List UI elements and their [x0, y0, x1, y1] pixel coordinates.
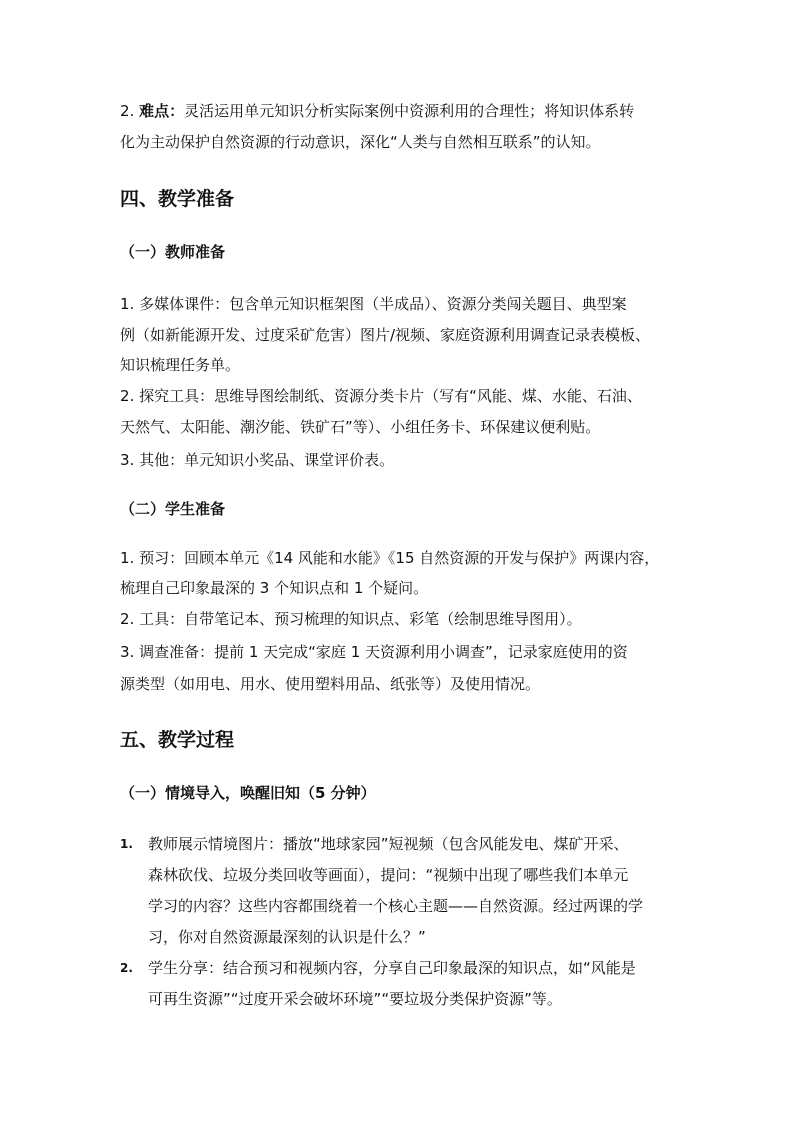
section-4-heading: 四、教学准备: [120, 188, 235, 210]
difficulty-line-2: 化为主动保护自然资源的行动意识，深化“人类与自然相互联系”的认知。: [120, 133, 601, 151]
difficulty-line-1: [120, 101, 634, 121]
student-prep-line: 源类型（如用电、用水、使用塑料用品、纸张等）及使用情况。: [120, 675, 541, 693]
section-5-heading: 五、教学过程: [120, 729, 235, 751]
teacher-prep-line: 3. 其他：单元知识小奖品、课堂评价表。: [120, 451, 395, 469]
student-prep-line: 梳理自己印象最深的 3 个知识点和 1 个疑问。: [120, 579, 429, 597]
list-item-line: 教师展示情境图片：播放“地球家园”短视频（包含风能发电、煤矿开采、: [148, 835, 629, 853]
student-prep-line: 1. 预习：回顾本单元《14 风能和水能》《15 自然资源的开发与保护》两课内容，: [120, 549, 660, 567]
list-number: 2.: [120, 961, 133, 975]
list-number: 1.: [120, 837, 133, 851]
teacher-prep-line: 例（如新能源开发、过度采矿危害）图片/视频、家庭资源利用调查记录表模板、: [120, 326, 651, 344]
teacher-prep-line: 1. 多媒体课件：包含单元知识框架图（半成品）、资源分类闯关题目、典型案: [120, 295, 627, 313]
student-prep-line: 3. 调查准备：提前 1 天完成“家庭 1 天资源利用小调查”，记录家庭使用的资: [120, 643, 628, 661]
list-item-line: 习，你对自然资源最深刻的认识是什么？”: [148, 928, 426, 946]
intro-heading: （一）情境导入，唤醒旧知（5 分钟）: [120, 784, 376, 802]
teacher-prep-line: 天然气、太阳能、潮汐能、铁矿石”等）、小组任务卡、环保建议便利贴。: [120, 418, 601, 436]
list-item-line: 可再生资源”“过度开采会破坏环境”“要垃圾分类保护资源”等。: [148, 990, 562, 1008]
teacher-prep-line: 知识梳理任务单。: [120, 356, 241, 374]
difficulty-number: 2.: [120, 102, 135, 120]
student-prep-heading: （二）学生准备: [120, 500, 226, 518]
list-item-line: 学习的内容？这些内容都围绕着一个核心主题——自然资源。经过两课的学: [148, 897, 644, 915]
student-prep-line: 2. 工具：自带笔记本、预习梳理的知识点、彩笔（绘制思维导图用）。: [120, 610, 582, 628]
difficulty-text-1: 灵活运用单元知识分析实际案例中资源利用的合理性；将知识体系转: [184, 102, 635, 120]
teacher-prep-line: 2. 探究工具：思维导图绘制纸、资源分类卡片（写有“风能、煤、水能、石油、: [120, 387, 642, 405]
list-item-line: 森林砍伐、垃圾分类回收等画面），提问：“视频中出现了哪些我们本单元: [148, 866, 629, 884]
teacher-prep-heading: （一）教师准备: [120, 243, 226, 261]
difficulty-label: 难点：: [139, 102, 185, 120]
list-item-line: 学生分享：结合预习和视频内容，分享自己印象最深的知识点，如“风能是: [148, 959, 636, 977]
